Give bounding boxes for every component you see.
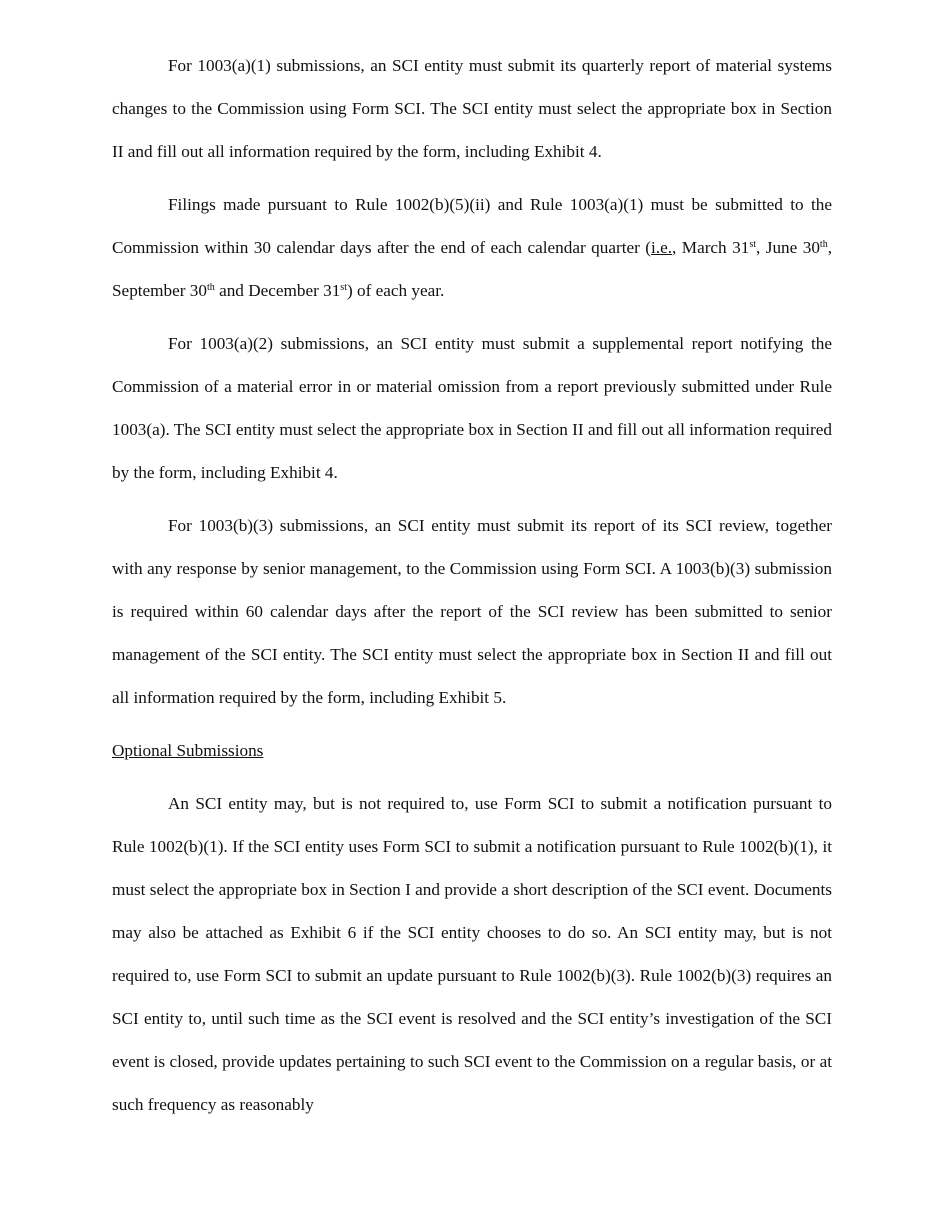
ordinal-suffix: th: [819, 239, 828, 250]
paragraph-filing-deadlines: [112, 183, 832, 312]
paragraph-optional-submissions: An SCI entity may, but is not required to, use Form SCI to submit a notification pursuant to Rule 1002(b)(1). If the SCI entity uses Form SCI to submit a notification pursuant to Rule 1002(b)(1), it must select the appropriate box in Section I and provide a short description of the SCI event. Documents may also be attached as Exhibit 6 if the SCI entity chooses to do so. An SCI entity may, but is not required to, use Form SCI to submit an update pursuant to Rule 1002(b)(3). Rule 1002(b)(3) requires an SCI entity to, until such time as the SCI event is resolved and the SCI entity’s investigation of the SCI event is closed, provide updates pertaining to such SCI event to the Commission on a regular basis, or at such frequency as reasonably: [112, 794, 832, 1114]
ordinal-suffix: st: [340, 282, 347, 293]
ie-abbreviation: i.e.: [651, 238, 673, 257]
text-segment: Filings made pursuant to Rule 1002(b)(5)(ii) and Rule 1003(a)(1) must be submitted to the Commission within 30 calendar days after the end of each calendar quarter (: [112, 195, 832, 257]
ordinal-suffix: th: [207, 282, 215, 293]
text-segment: ) of each year.: [346, 281, 445, 300]
text-segment: , March 31: [672, 238, 750, 257]
text-segment: , June 30: [755, 238, 820, 257]
text-segment: and December 31: [214, 281, 341, 300]
text-segment: , September 30: [112, 238, 832, 300]
paragraph-1003b3: For 1003(b)(3) submissions, an SCI entity must submit its report of its SCI review, together with any response by senior management, to the Commission using Form SCI. A 1003(b)(3) submission is required within 60 calendar days after the report of the SCI review has been submitted to senior management of the SCI entity. The SCI entity must select the appropriate box in Section II and fill out all information required by the form, including Exhibit 5.: [112, 516, 832, 707]
paragraph-1003a2: For 1003(a)(2) submissions, an SCI entity must submit a supplemental report notifying the Commission of a material error in or material omission from a report previously submitted under Rule 1003(a). The SCI entity must select the appropriate box in Section II and fill out all information required by the form, including Exhibit 4.: [112, 334, 832, 482]
section-heading-optional-submissions: Optional Submissions: [112, 741, 264, 760]
document-page: [112, 44, 832, 1136]
paragraph-1003a1: For 1003(a)(1) submissions, an SCI entity must submit its quarterly report of material systems changes to the Commission using Form SCI. The SCI entity must select the appropriate box in Section II and fill out all information required by the form, including Exhibit 4.: [112, 56, 832, 161]
ordinal-suffix: st: [749, 239, 756, 250]
